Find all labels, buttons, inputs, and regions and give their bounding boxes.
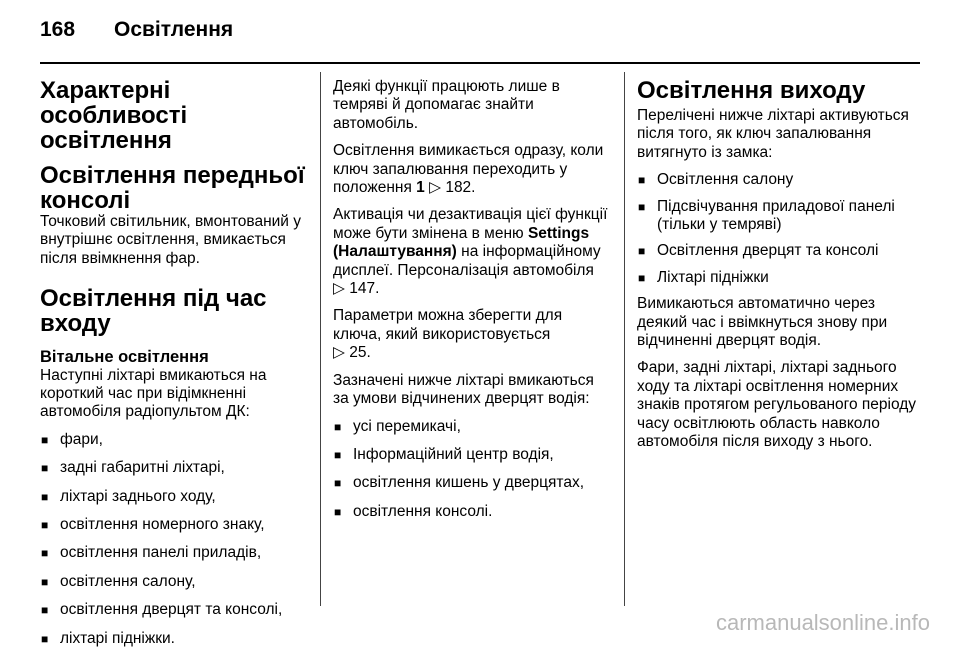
list-item: ■ освітлення кишень у дверцятах, [333,474,608,492]
list-item: ■ освітлення салону, [40,573,310,591]
list-item: ■ Освітлення салону [637,171,917,189]
paragraph: Вимикаються автоматично через деякий час і ввімкнуться знову при відчиненні дверцят водія. [637,295,888,350]
menu-name: Settings (Налаштування) [333,224,590,261]
list-item: ■ фари, [40,431,310,449]
list-item: ■ ліхтарі заднього ходу, [40,488,310,506]
list-item: ■ освітлення панелі приладів, [40,544,310,562]
page-reference[interactable]: ▷ 182. [429,179,476,197]
entry-lighting-title: Освітлення під час входу [40,285,267,338]
list-item: ■ Інформаційний центр водія, [333,446,608,464]
text-span: Активація чи дезактивація цієї функції може бути змінена в меню [333,206,608,242]
text-span: Освітлення вимикається одразу, коли ключ запалювання переходить у положення [333,142,604,197]
exit-list [637,171,917,287]
text-span: Параметри можна зберегти для ключа, який використовується [333,307,563,343]
list-item: ■ Ліхтарі підніжки [637,269,917,287]
text-span: на інформаційному дисплеї. Персоналізація автомобіля [333,243,601,279]
column-divider-1 [320,72,321,606]
paragraph: Фари, задні ліхтарі, ліхтарі заднього ходу та ліхтарі освітлення номерних знаків протягом регульованого періоду часу освітлюють область навколо автомобіля після виходу з нього. [637,359,917,451]
front-lighting-title: Освітлення передньої консолі [40,162,305,214]
page-header [40,18,233,42]
page-reference[interactable]: ▷ 147. [333,280,380,298]
paragraph: Деякі функції працюють лише в темряві й допомагає знайти автомобіль. [333,78,560,132]
position-label: 1 [416,179,425,197]
section-title: Освітлення [114,18,234,41]
column-2 [333,78,608,531]
list-item: ■ задні габаритні ліхтарі, [40,459,310,477]
page-reference[interactable]: ▷ 25. [333,344,371,362]
welcome-lighting-text: Наступні ліхтарі вмикаються на короткий час при відімкненні автомобіля радіопультом ДК: [40,366,267,421]
list-item: ■ освітлення дверцят та консолі, [40,601,310,619]
paragraph [333,307,608,362]
header-rule [40,62,920,64]
list-item: ■ освітлення консолі. [333,503,608,521]
welcome-list [40,431,310,648]
list-item: ■ усі перемикачі, [333,418,608,436]
column-3 [637,78,917,461]
welcome-lighting-title: Вітальне освітлення [40,348,209,367]
exit-lighting-title: Освітлення виходу [637,77,866,104]
column-divider-2 [624,72,625,606]
column-1 [40,78,310,658]
door-list [333,418,608,522]
exit-intro: Перелічені нижче ліхтарі активуються після того, як ключ запалювання витягнуто із замка: [637,107,909,161]
paragraph [333,142,608,197]
list-item: ■ ліхтарі підніжки. [40,630,310,648]
paragraph [333,206,608,298]
front-lighting-text: Точковий світильник, вмонтований у внутрішнє освітлення, вмикається після ввімкнення фар. [40,213,302,267]
paragraph: Зазначені нижче ліхтарі вмикаються за умови відчинених дверцят водія: [333,371,594,408]
watermark: carmanualsonline.info [715,610,930,635]
list-item: ■ освітлення номерного знаку, [40,516,310,534]
page-number: 168 [40,18,76,41]
list-item: ■ Підсвічування приладової панелі (тільки у темряві) [637,198,917,235]
list-item: ■ Освітлення дверцят та консолі [637,242,917,260]
main-title: Характерні особливості освітлення [40,77,188,154]
